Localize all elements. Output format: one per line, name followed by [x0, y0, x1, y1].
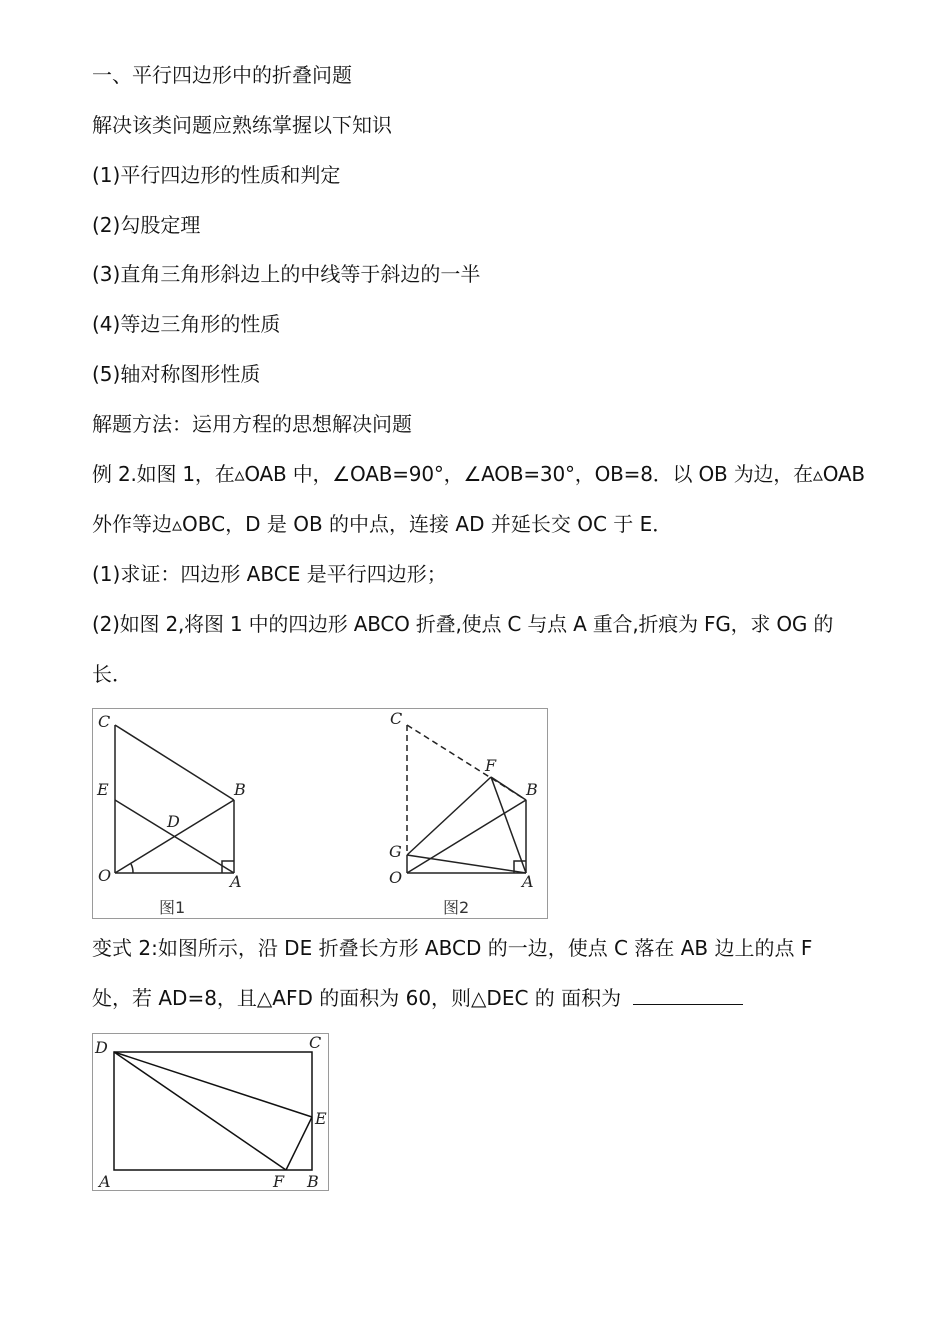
fig2-label-f: F [485, 756, 497, 775]
example-line-1: 例 2.如图 1，在▵OAB 中，∠OAB=90°，∠AOB=30°，OB=8．以 OB 为边，在▵OAB [92, 462, 865, 486]
fig2-label-o: O [389, 868, 403, 887]
fig3-label-a: A [99, 1172, 111, 1190]
knowledge-item-4: (4)等边三角形的性质 [92, 312, 281, 336]
fig1-caption: 图1 [159, 898, 186, 917]
segment-bf [491, 777, 526, 800]
fig3-label-f: F [273, 1172, 285, 1190]
variant-line-2-text: 处，若 AD=8，且△AFD 的面积为 60，则△DEC 的 面积为 [92, 986, 622, 1010]
figure-1 [115, 725, 234, 873]
figure-2 [407, 725, 526, 873]
fig2-caption: 图2 [443, 898, 470, 917]
fig2-label-b: B [526, 780, 538, 799]
segment-gf [407, 777, 491, 855]
fig2-label-g: G [389, 842, 402, 861]
method-text: 解题方法：运用方程的思想解决问题 [92, 412, 412, 436]
fig1-label-o: O [98, 866, 112, 885]
example-line-2: 外作等边▵OBC，D 是 OB 的中点，连接 AD 并延长交 OC 于 E． [92, 512, 673, 536]
fig1-label-d: D [167, 812, 180, 831]
fig3-label-b: B [307, 1172, 319, 1190]
segment-cb [115, 725, 234, 800]
figures-svg [93, 709, 547, 918]
example-question-1: (1)求证：四边形 ABCE 是平行四边形； [92, 562, 447, 586]
segment-ob [407, 800, 526, 873]
segment-ga [407, 855, 526, 873]
knowledge-item-5: (5)轴对称图形性质 [92, 362, 261, 386]
figure-3 [114, 1052, 312, 1170]
fig1-label-b: B [234, 780, 246, 799]
segment-df [114, 1052, 286, 1170]
fig3-label-c: C [309, 1034, 322, 1052]
fig1-label-c: C [98, 712, 111, 731]
rectangle-abcd [114, 1052, 312, 1170]
answer-blank [633, 984, 743, 1005]
fig3-label-e: E [315, 1109, 327, 1128]
variant-line-2 [92, 983, 743, 1013]
knowledge-item-1: (1)平行四边形的性质和判定 [92, 163, 341, 187]
fig1-label-e: E [97, 780, 109, 799]
segment-fe [286, 1117, 312, 1170]
example-question-2: (2)如图 2,将图 1 中的四边形 ABCO 折叠,使点 C 与点 A 重合,折痕为 FG，求 OG 的 [92, 612, 834, 636]
figure-3-svg [93, 1034, 328, 1190]
fig2-label-c: C [390, 709, 403, 728]
figure-panel-1-2 [92, 708, 548, 919]
knowledge-item-2: (2)勾股定理 [92, 213, 201, 237]
knowledge-item-3: (3)直角三角形斜边上的中线等于斜边的一半 [92, 262, 481, 286]
variant-line-1: 变式 2:如图所示，沿 DE 折叠长方形 ABCD 的一边，使点 C 落在 AB 边上的点 F [92, 936, 813, 960]
example-question-2-cont: 长． [92, 662, 132, 686]
fig1-label-a: A [230, 872, 242, 891]
fig2-label-a: A [522, 872, 534, 891]
angle-arc-o [131, 864, 133, 873]
segment-fa [491, 777, 526, 873]
segment-de [114, 1052, 312, 1117]
fig3-label-d: D [95, 1038, 108, 1057]
intro-text: 解决该类问题应熟练掌握以下知识 [92, 113, 392, 137]
section-title: 一、平行四边形中的折叠问题 [92, 63, 352, 87]
figure-panel-3 [92, 1033, 329, 1191]
